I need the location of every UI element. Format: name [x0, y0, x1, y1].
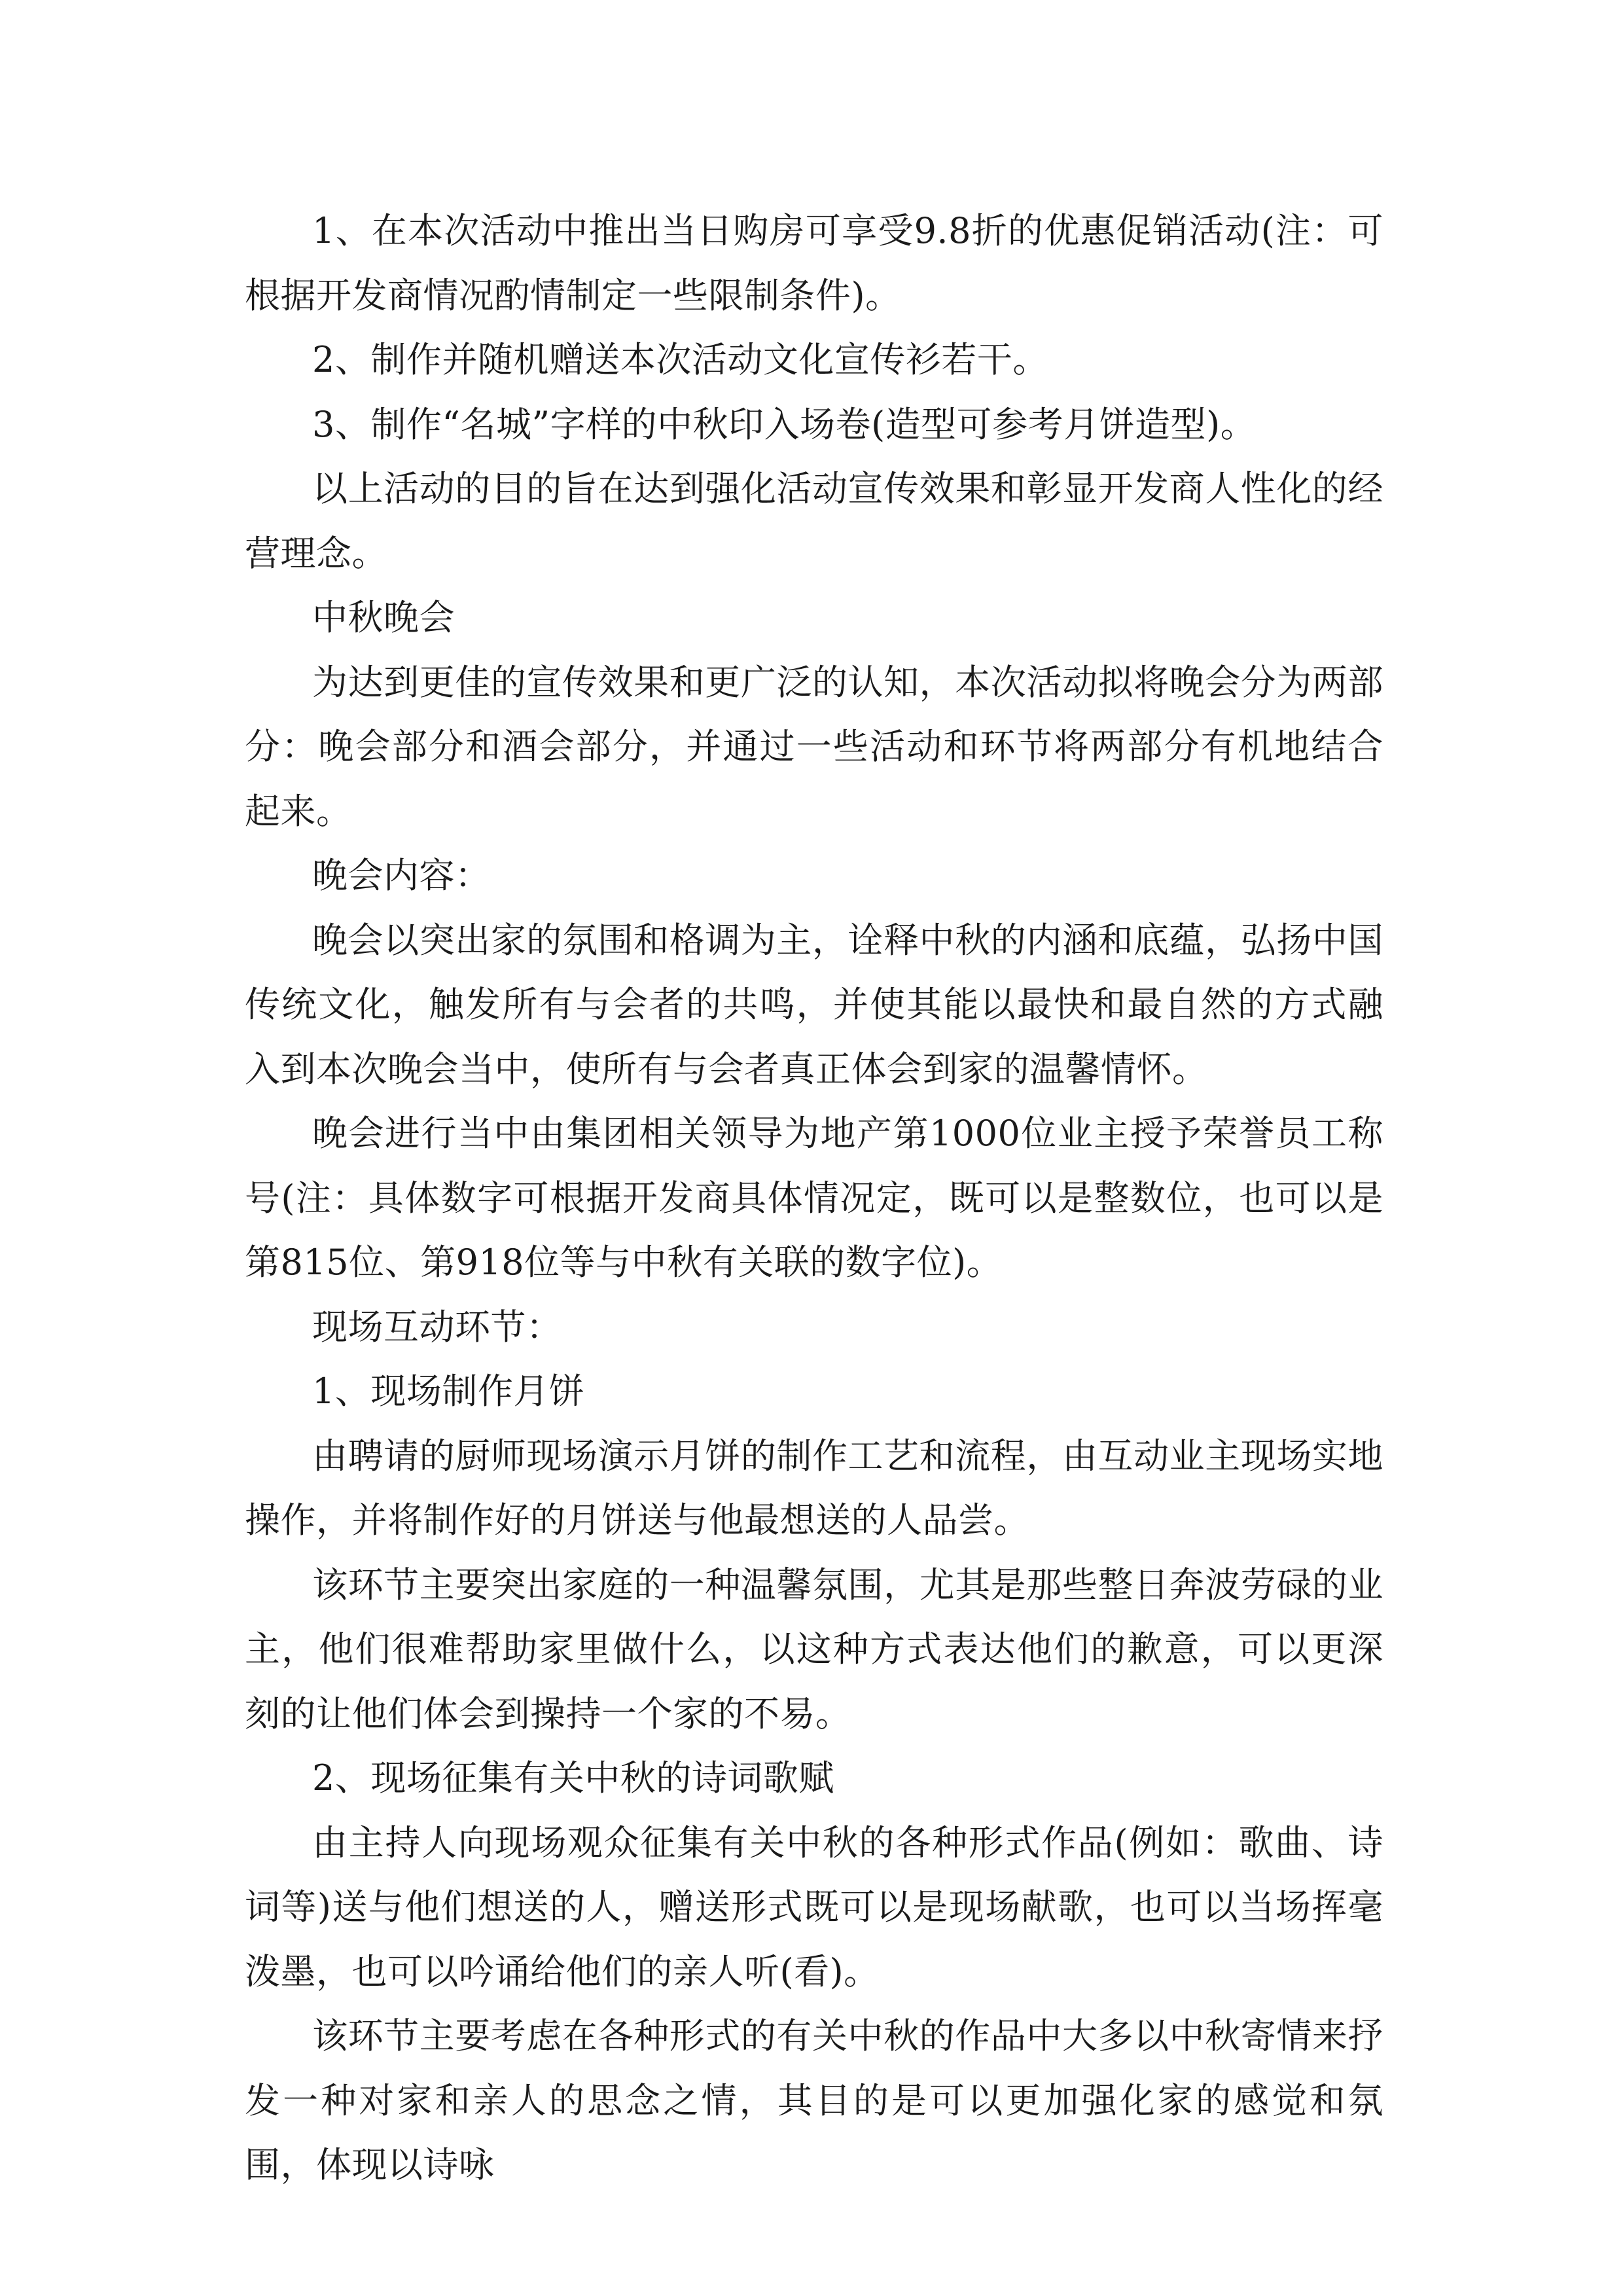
paragraph-activity-purpose: 以上活动的目的旨在达到强化活动宣传效果和彰显开发商人性化的经营理念。 — [245, 468, 1383, 574]
document-body — [245, 199, 1383, 2198]
paragraph-mooncake-demo: 由聘请的厨师现场演示月饼的制作工艺和流程，由互动业主现场实地操作，并将制作好的月饼送与他最想送的人品尝。 — [245, 1435, 1383, 1541]
paragraph-poetry-collection: 由主持人向现场观众征集有关中秋的各种形式作品(例如：歌曲、诗词等)送与他们想送的人，赠送形式既可以是现场献歌，也可以当场挥毫泼墨，也可以吟诵给他们的亲人听(看)。 — [245, 1821, 1383, 1992]
paragraph-gala-atmosphere: 晚会以突出家的氛围和格调为主，诠释中秋的内涵和底蕴，弘扬中国传统文化，触发所有与会者的共鸣，并使其能以最快和最自然的方式融入到本次晚会当中，使所有与会者真正体会到家的温馨情怀。 — [245, 919, 1383, 1090]
paragraph-discount-promotion: 1、在本次活动中推出当日购房可享受9.8折的优惠促销活动(注：可根据开发商情况酌情制定一些限制条件)。 — [245, 210, 1383, 316]
paragraph-honorary-title: 晚会进行当中由集团相关领导为地产第1000位业主授予荣誉员工称号(注：具体数字可根据开发商具体情况定，既可以是整数位，也可以是第815位、第918位等与中秋有关联的数字位)。 — [245, 1113, 1383, 1283]
paragraph-shirt-gift: 2、制作并随机赠送本次活动文化宣传衫若干。 — [312, 339, 1048, 380]
paragraph-gala-parts: 为达到更佳的宣传效果和更广泛的认知，本次活动拟将晚会分为两部分：晚会部分和酒会部分，并通过一些活动和环节将两部分有机地结合起来。 — [245, 661, 1383, 832]
paragraph-poetry-purpose: 该环节主要考虑在各种形式的有关中秋的作品中大多以中秋寄情来抒发一种对家和亲人的思念之情，其目的是可以更加强化家的感觉和氛围，体现以诗咏 — [245, 2015, 1383, 2185]
item-heading-mooncake-making: 1、现场制作月饼 — [312, 1371, 585, 1412]
subheading-interactive-session: 现场互动环节： — [312, 1306, 562, 1348]
subheading-gala-content: 晚会内容： — [312, 855, 491, 896]
paragraph-mooncake-purpose: 该环节主要突出家庭的一种温馨氛围，尤其是那些整日奔波劳碌的业主，他们很难帮助家里做什么，以这种方式表达他们的歉意，可以更深刻的让他们体会到操持一个家的不易。 — [245, 1564, 1383, 1734]
item-heading-poetry-collection: 2、现场征集有关中秋的诗词歌赋 — [312, 1757, 834, 1799]
paragraph-entry-ticket: 3、制作“名城”字样的中秋印入场卷(造型可参考月饼造型)。 — [312, 403, 1257, 445]
section-heading-mid-autumn-gala: 中秋晚会 — [312, 597, 455, 638]
